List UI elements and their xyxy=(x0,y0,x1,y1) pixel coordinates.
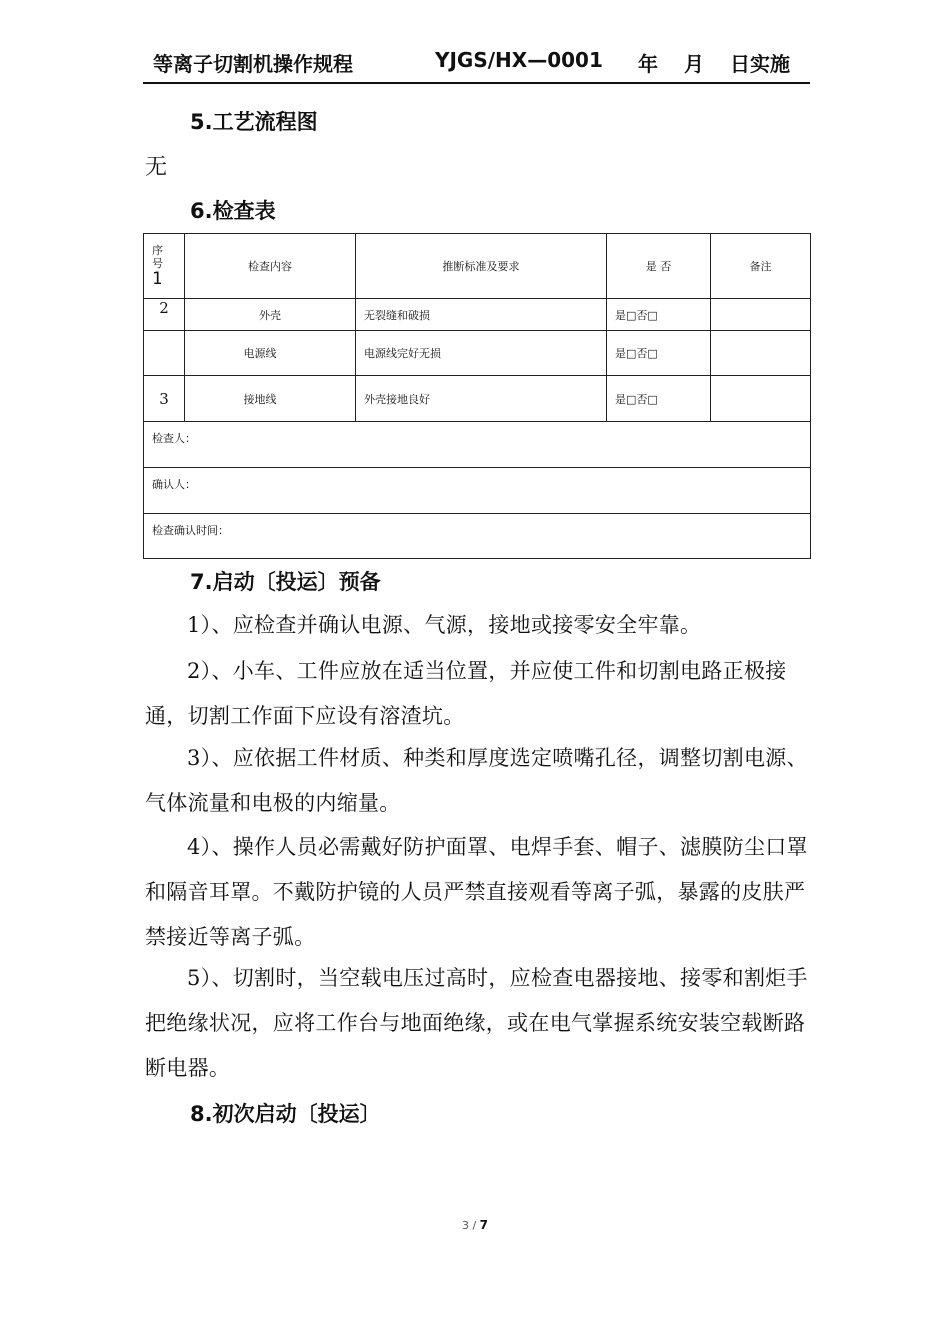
doc-title: 等离子切割机操作规程 xyxy=(153,52,353,76)
row-standard: 电源线完好无损 xyxy=(356,331,607,376)
header-yesno: 是 否 xyxy=(607,234,711,299)
row-content: 电源线 xyxy=(185,331,356,376)
row-note xyxy=(711,376,811,422)
header-standard: 推断标准及要求 xyxy=(356,234,607,299)
date-day: 日实施 xyxy=(730,52,790,76)
section-8-heading: 8.初次启动〔投运〕 xyxy=(190,1102,381,1126)
header-rule xyxy=(143,82,810,84)
section-7-item-3: 3）、应依据工件材质、种类和厚度选定喷嘴孔径，调整切割电源、气体流量和电极的内缩量。 xyxy=(145,746,808,815)
table-header-row xyxy=(144,234,811,299)
row-result: 是□否□ xyxy=(607,331,711,376)
row-seq xyxy=(144,331,185,376)
row-result: 是□否□ xyxy=(607,376,711,422)
inspector-label: 检查人： xyxy=(144,422,811,468)
doc-code: YJGS/HX—0001 xyxy=(435,48,603,72)
section-7-item-4: 4）、操作人员必需戴好防护面罩、电焊手套、帽子、滤膜防尘口罩和隔音耳罩。不戴防护镜的人员严禁直接观看等离子弧，暴露的皮肤严禁接近等离子弧。 xyxy=(145,835,808,949)
section-5-heading: 5.工艺流程图 xyxy=(190,110,318,134)
header-seq: 序号 1 xyxy=(144,234,185,299)
header-content: 检查内容 xyxy=(185,234,356,299)
date-month: 月 xyxy=(684,52,704,76)
page-number xyxy=(0,1218,950,1232)
row-content: 接地线 xyxy=(185,376,356,422)
date-year: 年 xyxy=(638,52,658,76)
inspector-row xyxy=(144,422,811,468)
header-note: 备注 xyxy=(711,234,811,299)
row-standard: 无裂缝和破损 xyxy=(356,299,607,331)
confirmer-row xyxy=(144,468,811,514)
row-result: 是□否□ xyxy=(607,299,711,331)
confirm-time-label: 检查确认时间： xyxy=(144,514,811,559)
row-note xyxy=(711,331,811,376)
section-7-item-5: 5）、切割时，当空载电压过高时，应检查电器接地、接零和割炬手把绝缘状况，应将工作台与地面绝缘，或在电气掌握系统安装空载断路断电器。 xyxy=(145,966,808,1080)
confirmer-label: 确认人： xyxy=(144,468,811,514)
section-6-heading: 6.检查表 xyxy=(190,199,276,223)
section-7-item-1: 1）、应检查并确认电源、气源，接地或接零安全牢靠。 xyxy=(187,613,702,637)
page-separator: / xyxy=(468,1219,480,1232)
table-row xyxy=(144,331,811,376)
table-row xyxy=(144,376,811,422)
page-current: 3 xyxy=(461,1219,469,1232)
row-standard: 外壳接地良好 xyxy=(356,376,607,422)
page-total: 7 xyxy=(479,1218,489,1232)
table-row xyxy=(144,299,811,331)
row-seq: 3 xyxy=(144,376,185,422)
section-5-body: 无 xyxy=(145,155,168,180)
confirm-time-row xyxy=(144,514,811,559)
row-content: 外壳 xyxy=(185,299,356,331)
row-note xyxy=(711,299,811,331)
check-table xyxy=(143,233,811,559)
section-7-heading: 7.启动〔投运〕预备 xyxy=(190,570,381,594)
row-seq: 2 xyxy=(144,299,185,331)
section-7-item-2: 2）、小车、工件应放在适当位置，并应使工件和切割电路正极接通，切割工作面下应设有溶渣坑。 xyxy=(145,659,787,728)
